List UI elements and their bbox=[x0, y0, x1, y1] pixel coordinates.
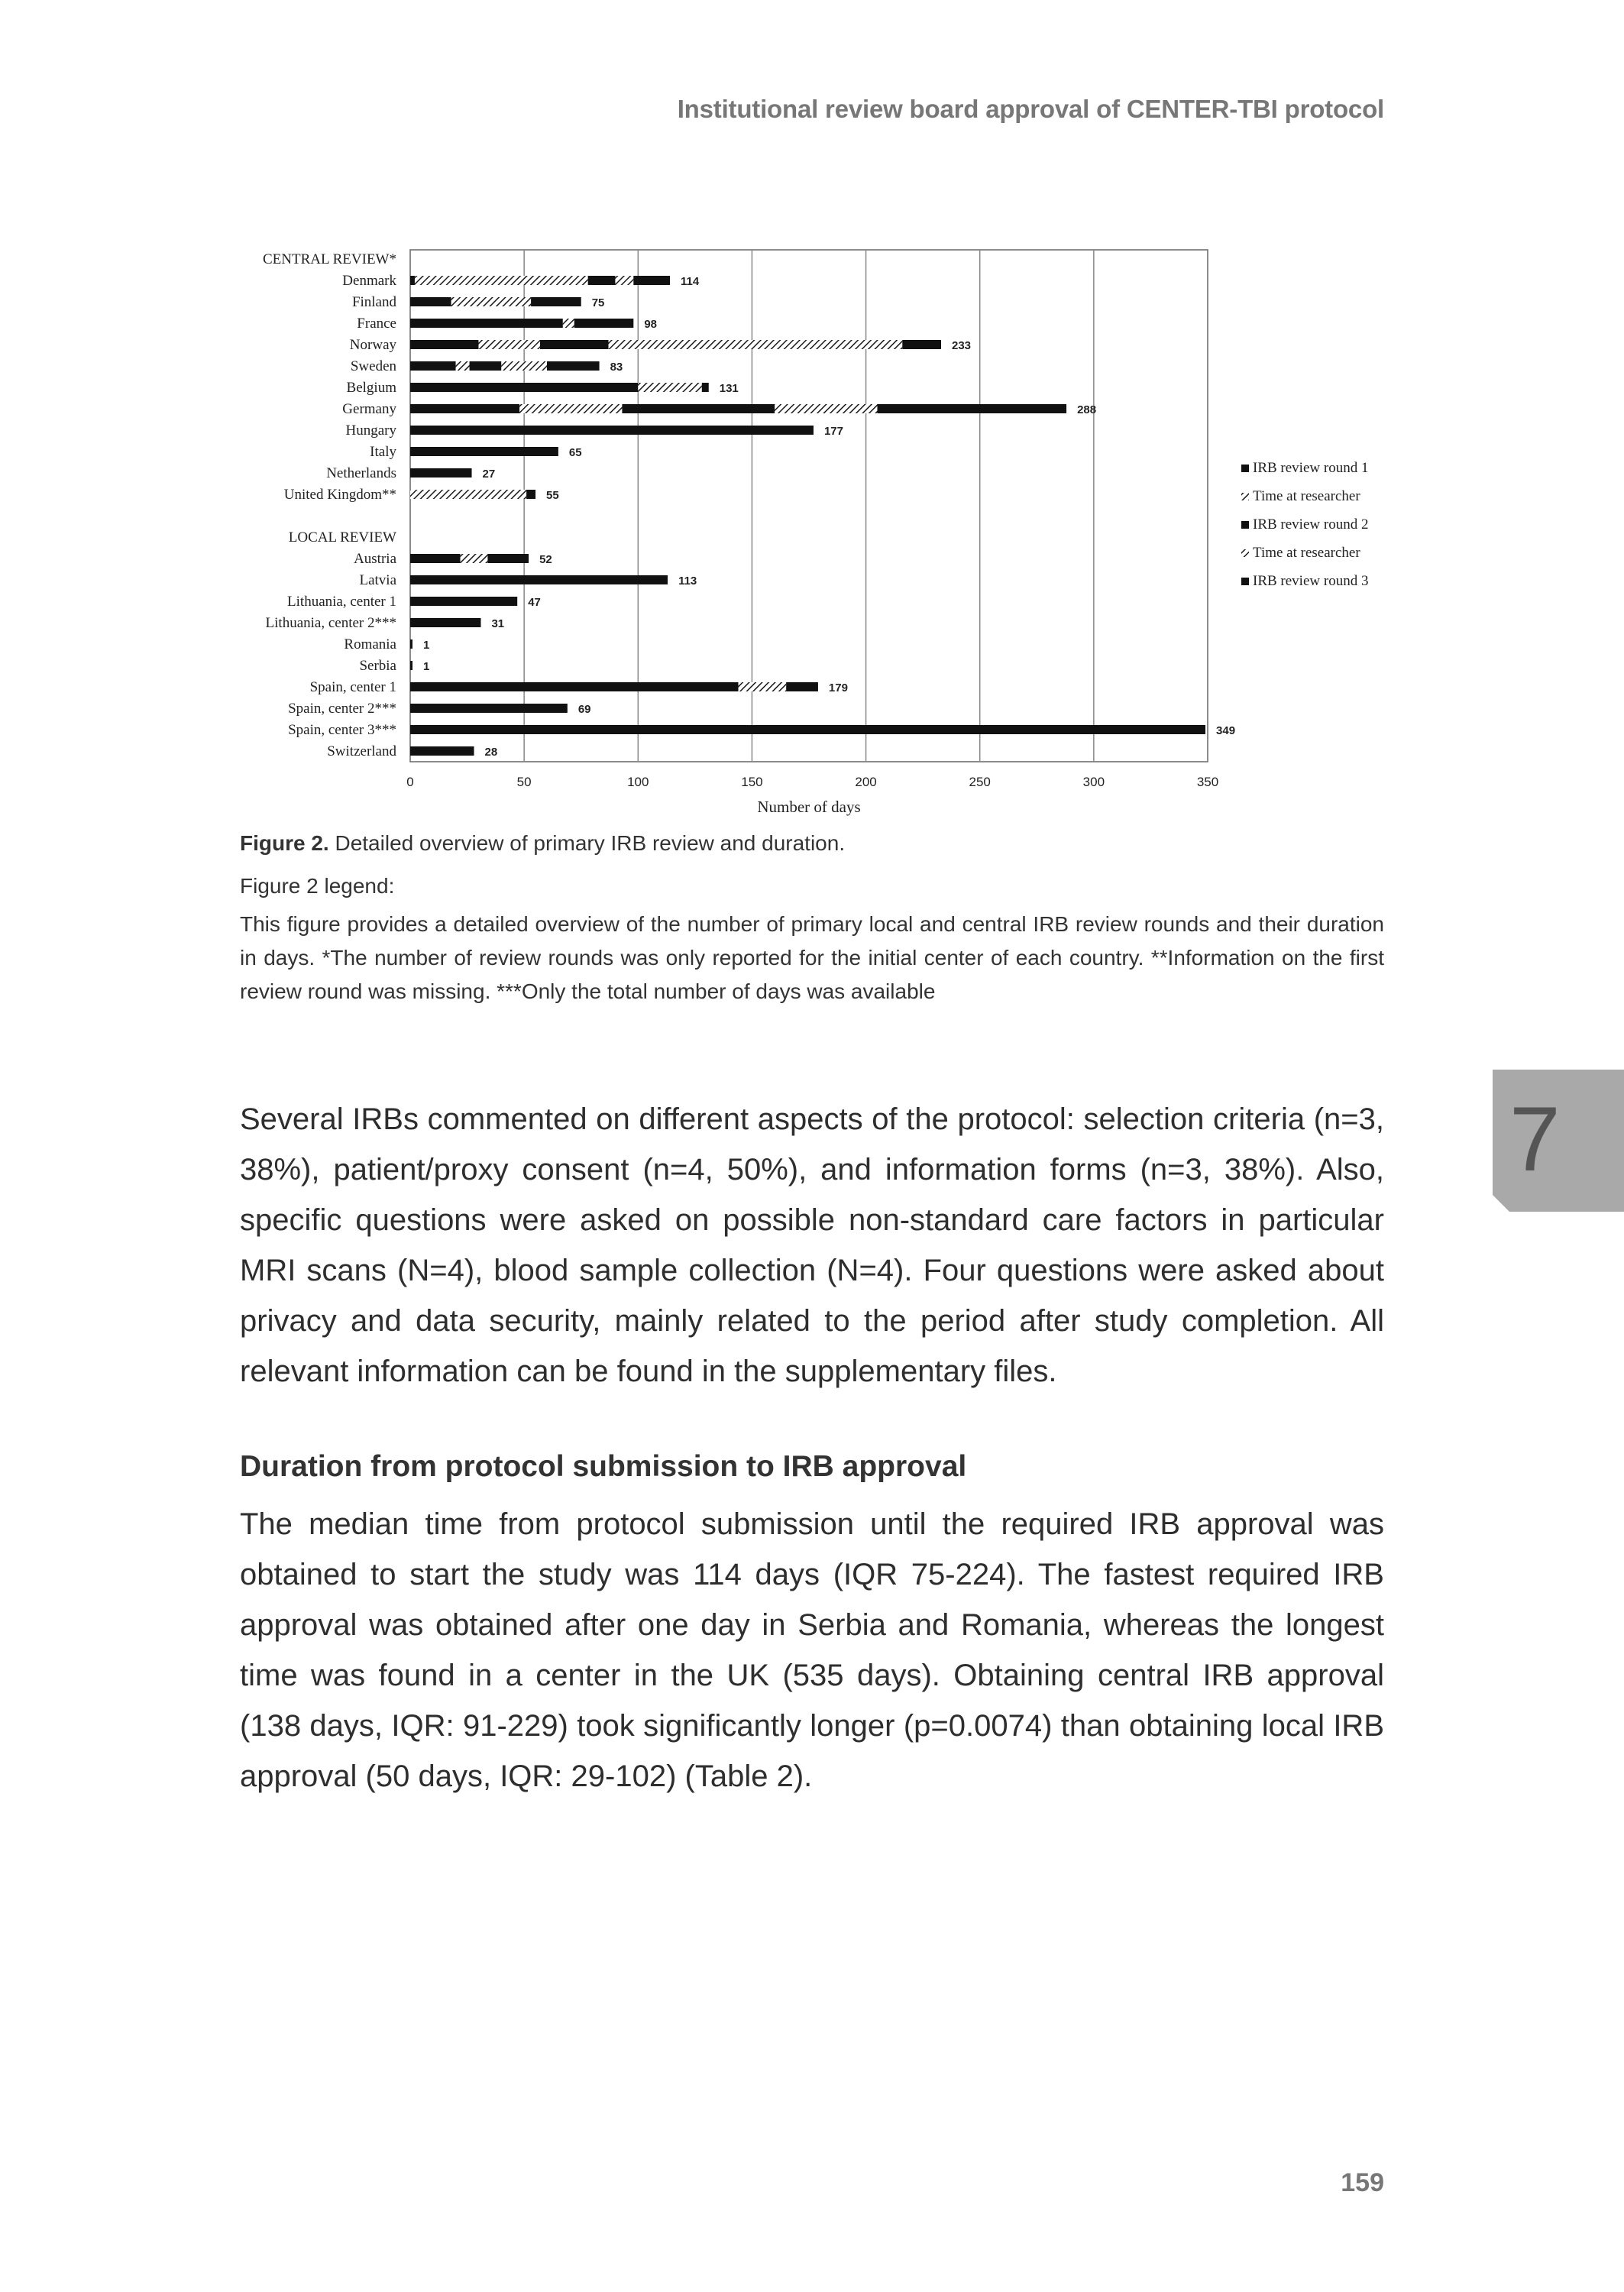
x-axis-label: Number of days bbox=[757, 798, 861, 816]
legend-swatch bbox=[1241, 521, 1249, 529]
bar-segment-review bbox=[410, 597, 517, 606]
x-tick-label: 50 bbox=[516, 775, 532, 789]
category-label: Belgium bbox=[346, 380, 396, 396]
section-heading: Duration from protocol submission to IRB approval bbox=[240, 1450, 967, 1483]
category-label: Norway bbox=[349, 337, 396, 353]
bar-segment-review bbox=[902, 340, 941, 349]
category-label: Lithuania, center 1 bbox=[287, 594, 396, 610]
bar-segment-review bbox=[410, 426, 814, 435]
category-label: Spain, center 1 bbox=[309, 679, 396, 695]
bar-segment-review bbox=[410, 361, 456, 371]
data-label: 31 bbox=[491, 617, 505, 630]
bar-segment-researcher bbox=[638, 383, 702, 392]
bar-segment-review bbox=[622, 404, 775, 413]
data-label: 28 bbox=[484, 746, 498, 759]
bar-segment-review bbox=[487, 554, 529, 563]
data-label: 114 bbox=[681, 275, 700, 288]
bar-segment-researcher bbox=[739, 682, 787, 691]
legend-swatch bbox=[1241, 549, 1249, 557]
group-label: LOCAL REVIEW bbox=[288, 529, 396, 545]
bar-segment-review bbox=[410, 276, 415, 285]
bar-segment-researcher bbox=[501, 361, 547, 371]
bar-segment-review bbox=[877, 404, 1066, 413]
bar-segment-review bbox=[540, 340, 608, 349]
bar-segment-review bbox=[531, 297, 581, 306]
bar-segment-researcher bbox=[563, 319, 574, 328]
bar-segment-review bbox=[410, 575, 668, 584]
legend-item: IRB review round 3 bbox=[1253, 573, 1369, 589]
irb-duration-chart bbox=[229, 229, 1398, 825]
category-label: Switzerland bbox=[327, 743, 396, 759]
running-title: Institutional review board approval of CENTER-TBI protocol bbox=[677, 95, 1384, 123]
bar-segment-review bbox=[410, 340, 478, 349]
category-label: Spain, center 2*** bbox=[288, 701, 396, 717]
legend-swatch bbox=[1241, 493, 1249, 500]
bar-segment-review bbox=[526, 490, 535, 499]
page-number: 159 bbox=[1341, 2168, 1384, 2197]
category-label: Hungary bbox=[345, 422, 396, 439]
legend-swatch bbox=[1241, 578, 1249, 585]
data-label: 288 bbox=[1077, 403, 1097, 416]
bar-segment-review bbox=[702, 383, 709, 392]
bar-segment-review bbox=[410, 447, 558, 456]
figure-caption bbox=[240, 831, 1384, 856]
figure-title: Detailed overview of primary IRB review and duration. bbox=[335, 831, 846, 855]
data-label: 177 bbox=[823, 425, 843, 438]
figure-2 bbox=[229, 229, 1398, 825]
category-label: Italy bbox=[370, 444, 396, 460]
bar-segment-review bbox=[410, 319, 563, 328]
x-tick-label: 250 bbox=[969, 775, 991, 789]
data-label: 131 bbox=[719, 382, 739, 395]
figure-legend-title: Figure 2 legend: bbox=[240, 874, 395, 898]
group-label: CENTRAL REVIEW* bbox=[262, 251, 396, 267]
legend-item: Time at researcher bbox=[1253, 545, 1360, 561]
bar-segment-review bbox=[410, 704, 568, 713]
bar-segment-researcher bbox=[775, 404, 877, 413]
x-tick-label: 0 bbox=[406, 775, 414, 789]
bar-segment-review bbox=[410, 404, 519, 413]
figure-legend-text: This figure provides a detailed overview of the number of primary local and central IRB review rounds and their duration in days. *The number of review rounds was only reported for the initial center of each country. **Information on the first review round was missing. ***Only the total number of days was available bbox=[240, 912, 1384, 1003]
bar-segment-researcher bbox=[609, 340, 903, 349]
x-tick-label: 350 bbox=[1196, 775, 1219, 789]
bar-segment-review bbox=[410, 725, 1205, 734]
data-label: 1 bbox=[422, 660, 430, 673]
paragraph-duration: The median time from protocol submission until the required IRB approval was obtained to start the study was 114 days (IQR 75-224). The fastest required IRB approval was obtained after one day in Serbia and Romania, whereas the longest time was found in a center in the UK (535 days). Obtaining central IRB approval (138 days, IQR: 91-229) took significantly longer (p=0.0074) than obtaining local IRB approval (50 days, IQR: 29-102) (Table 2). bbox=[240, 1507, 1384, 1793]
data-label: 52 bbox=[539, 553, 552, 566]
bar-segment-review bbox=[574, 319, 634, 328]
data-label: 65 bbox=[568, 446, 582, 459]
category-label: Spain, center 3*** bbox=[288, 722, 396, 738]
data-label: 69 bbox=[577, 703, 591, 716]
x-tick-label: 150 bbox=[741, 775, 763, 789]
bar-segment-review bbox=[410, 468, 472, 478]
bar-segment-review bbox=[410, 383, 638, 392]
chapter-number: 7 bbox=[1509, 1088, 1561, 1190]
data-label: 1 bbox=[422, 639, 430, 652]
category-label: Sweden bbox=[350, 358, 396, 374]
legend-item: Time at researcher bbox=[1253, 488, 1360, 504]
category-label: Finland bbox=[351, 294, 396, 310]
category-label: Netherlands bbox=[326, 465, 396, 481]
legend-item: IRB review round 2 bbox=[1253, 516, 1369, 533]
bar-segment-review bbox=[410, 746, 474, 756]
figure-label: Figure 2. bbox=[240, 831, 329, 855]
category-label: Germany bbox=[342, 401, 396, 417]
category-label: Serbia bbox=[359, 658, 396, 674]
x-tick-label: 200 bbox=[855, 775, 877, 789]
category-label: Denmark bbox=[342, 273, 396, 289]
data-label: 47 bbox=[528, 596, 541, 609]
category-label: France bbox=[357, 316, 396, 332]
bar-segment-review bbox=[410, 639, 412, 649]
data-label: 83 bbox=[610, 361, 623, 374]
bar-segment-review bbox=[410, 297, 451, 306]
bar-segment-review bbox=[410, 618, 480, 627]
bar-segment-review bbox=[410, 682, 739, 691]
data-label: 233 bbox=[952, 339, 972, 352]
data-label: 55 bbox=[546, 489, 559, 502]
data-label: 75 bbox=[591, 296, 605, 309]
data-label: 179 bbox=[828, 681, 848, 694]
data-label: 113 bbox=[678, 575, 697, 588]
bar-segment-review bbox=[786, 682, 818, 691]
bar-segment-researcher bbox=[461, 554, 488, 563]
paragraph-irb-comments: Several IRBs commented on different aspects of the protocol: selection criteria (n=3, 38%), patient/proxy consent (n=4, 50%), and information forms (n=3, 38%). Also, specific questions were asked on possible non-standard care factors in particular MRI scans (N=4), blood sample collection (N=4). Four questions were asked about privacy and data security, mainly related to the period after study completion. All relevant information can be found in the supplementary files. bbox=[240, 1102, 1384, 1388]
data-label: 27 bbox=[482, 468, 496, 481]
bar-segment-researcher bbox=[410, 490, 526, 499]
category-label: Latvia bbox=[359, 572, 396, 588]
x-tick-label: 300 bbox=[1082, 775, 1105, 789]
chapter-tab bbox=[1493, 1070, 1624, 1212]
data-label: 98 bbox=[644, 318, 658, 331]
data-label: 349 bbox=[1216, 724, 1236, 737]
category-label: United Kingdom** bbox=[283, 487, 396, 503]
legend-swatch bbox=[1241, 465, 1249, 472]
legend-item: IRB review round 1 bbox=[1253, 460, 1369, 476]
category-label: Austria bbox=[354, 551, 396, 567]
bar-segment-researcher bbox=[478, 340, 540, 349]
bar-segment-researcher bbox=[519, 404, 622, 413]
bar-segment-review bbox=[547, 361, 600, 371]
x-tick-label: 100 bbox=[627, 775, 649, 789]
bar-segment-researcher bbox=[415, 276, 588, 285]
bar-segment-researcher bbox=[456, 361, 470, 371]
category-label: Romania bbox=[344, 636, 396, 652]
bar-segment-review bbox=[470, 361, 502, 371]
bar-segment-review bbox=[588, 276, 616, 285]
bar-segment-researcher bbox=[615, 276, 633, 285]
bar-segment-review bbox=[410, 554, 461, 563]
bar-segment-review bbox=[633, 276, 670, 285]
bar-segment-review bbox=[410, 661, 412, 670]
bar-segment-researcher bbox=[451, 297, 531, 306]
category-label: Lithuania, center 2*** bbox=[265, 615, 396, 631]
